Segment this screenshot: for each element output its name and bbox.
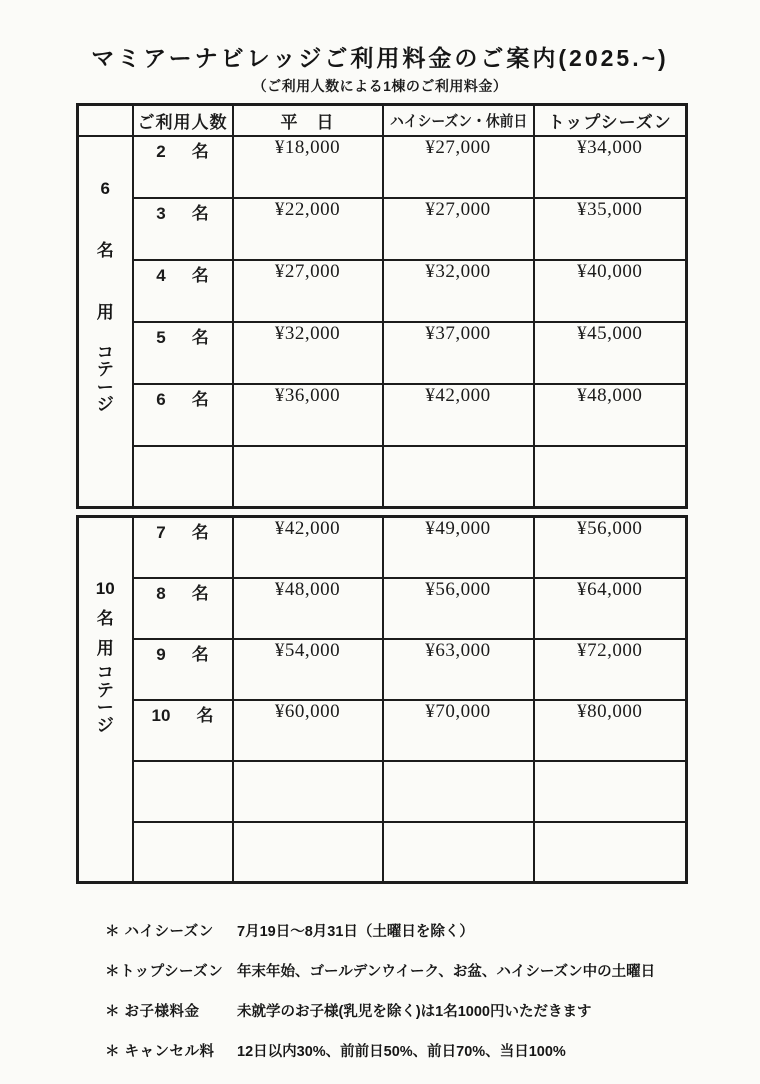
note-desc: 年末年始、ゴールデンウイーク、お盆、ハイシーズン中の土曜日: [237, 963, 656, 980]
table-row: [78, 517, 687, 578]
weekday-price: [233, 446, 383, 508]
table-row: [78, 322, 687, 384]
guests-cell: 9 名: [133, 639, 233, 700]
guests-cell: 2 名: [133, 136, 233, 198]
top-season-price: ¥48,000: [534, 384, 687, 446]
guests-cell: 4 名: [133, 260, 233, 322]
weekday-price: ¥54,000: [233, 639, 383, 700]
price-table-10-person-cottage: [76, 515, 688, 884]
table-row: [78, 198, 687, 260]
high-season-price: ¥49,000: [383, 517, 534, 578]
guests-cell: 5 名: [133, 322, 233, 384]
note-label: ＊ お子様料金: [105, 1003, 200, 1020]
note-desc: 12日以内30%、前前日50%、前日70%、当日100%: [237, 1043, 566, 1060]
high-season-price: ¥37,000: [383, 322, 534, 384]
guests-cell: [133, 822, 233, 883]
table-row: [78, 700, 687, 761]
high-season-price: ¥27,000: [383, 136, 534, 198]
weekday-price: ¥60,000: [233, 700, 383, 761]
col-header-weekday: 平 日: [233, 105, 383, 136]
weekday-price: [233, 761, 383, 822]
note-desc: 7月19日～8月31日（土曜日を除く）: [237, 923, 474, 940]
high-season-price: ¥42,000: [383, 384, 534, 446]
high-season-price: [383, 761, 534, 822]
corner-cell: [78, 105, 133, 136]
high-season-price: ¥56,000: [383, 578, 534, 639]
weekday-price: ¥27,000: [233, 260, 383, 322]
guests-cell: [133, 761, 233, 822]
top-season-price: [534, 446, 687, 508]
note-child-fee: [105, 990, 705, 1030]
top-season-price: ¥45,000: [534, 322, 687, 384]
guests-cell: [133, 446, 233, 508]
col-header-high-season: ハイシーズン・休前日: [383, 105, 534, 136]
high-season-price: [383, 446, 534, 508]
note-label: ＊ キャンセル料: [105, 1043, 215, 1060]
weekday-price: ¥48,000: [233, 578, 383, 639]
top-season-price: ¥80,000: [534, 700, 687, 761]
note-desc: 未就学のお子様(乳児を除く)は1名1000円いただきます: [237, 1003, 592, 1020]
top-season-price: ¥40,000: [534, 260, 687, 322]
vertical-label: 6 名 用 コ テ ー ジ: [79, 158, 132, 414]
header-row: [78, 105, 687, 136]
table-row: [78, 260, 687, 322]
top-season-price: ¥72,000: [534, 639, 687, 700]
note-label: ＊トップシーズン: [105, 963, 224, 980]
top-season-price: [534, 761, 687, 822]
cottage-word: コ テ ー ジ: [96, 663, 114, 735]
cottage-type-label-6: [78, 136, 133, 508]
top-season-price: ¥64,000: [534, 578, 687, 639]
table-row: [78, 384, 687, 446]
guests-cell: 10 名: [133, 700, 233, 761]
guests-cell: 6 名: [133, 384, 233, 446]
guests-cell: 3 名: [133, 198, 233, 260]
weekday-price: ¥36,000: [233, 384, 383, 446]
cottage-word: コ テ ー ジ: [96, 342, 114, 414]
weekday-price: ¥32,000: [233, 322, 383, 384]
footnotes: [105, 910, 705, 1070]
high-season-price: ¥63,000: [383, 639, 534, 700]
weekday-price: ¥18,000: [233, 136, 383, 198]
cottage-type-label-10: [78, 517, 133, 883]
page-subtitle: （ご利用人数による1棟のご利用料金）: [252, 78, 508, 94]
top-season-price: ¥35,000: [534, 198, 687, 260]
high-season-price: ¥32,000: [383, 260, 534, 322]
weekday-price: [233, 822, 383, 883]
table-row: [78, 578, 687, 639]
high-season-price: ¥70,000: [383, 700, 534, 761]
col-header-top-season: トップシーズン: [534, 105, 687, 136]
note-high-season: [105, 910, 705, 950]
table-row-empty: [78, 446, 687, 508]
note-top-season: [105, 950, 705, 990]
price-table-6-person-cottage: [76, 103, 688, 509]
table-row: [78, 136, 687, 198]
note-label: ＊ ハイシーズン: [105, 923, 214, 940]
guests-cell: 8 名: [133, 578, 233, 639]
table-row-empty: [78, 761, 687, 822]
top-season-price: ¥56,000: [534, 517, 687, 578]
weekday-price: ¥22,000: [233, 198, 383, 260]
guests-cell: 7 名: [133, 517, 233, 578]
high-season-price: [383, 822, 534, 883]
table-row-empty: [78, 822, 687, 883]
page-title: マミアーナビレッジご利用料金のご案内(2025.~): [91, 45, 669, 71]
note-cancel-fee: [105, 1030, 705, 1070]
col-header-guests: ご利用人数: [133, 105, 233, 136]
high-season-price: ¥27,000: [383, 198, 534, 260]
vertical-label: 10 名 用 コ テ ー ジ: [79, 574, 132, 734]
top-season-price: ¥34,000: [534, 136, 687, 198]
top-season-price: [534, 822, 687, 883]
table-row: [78, 639, 687, 700]
weekday-price: ¥42,000: [233, 517, 383, 578]
